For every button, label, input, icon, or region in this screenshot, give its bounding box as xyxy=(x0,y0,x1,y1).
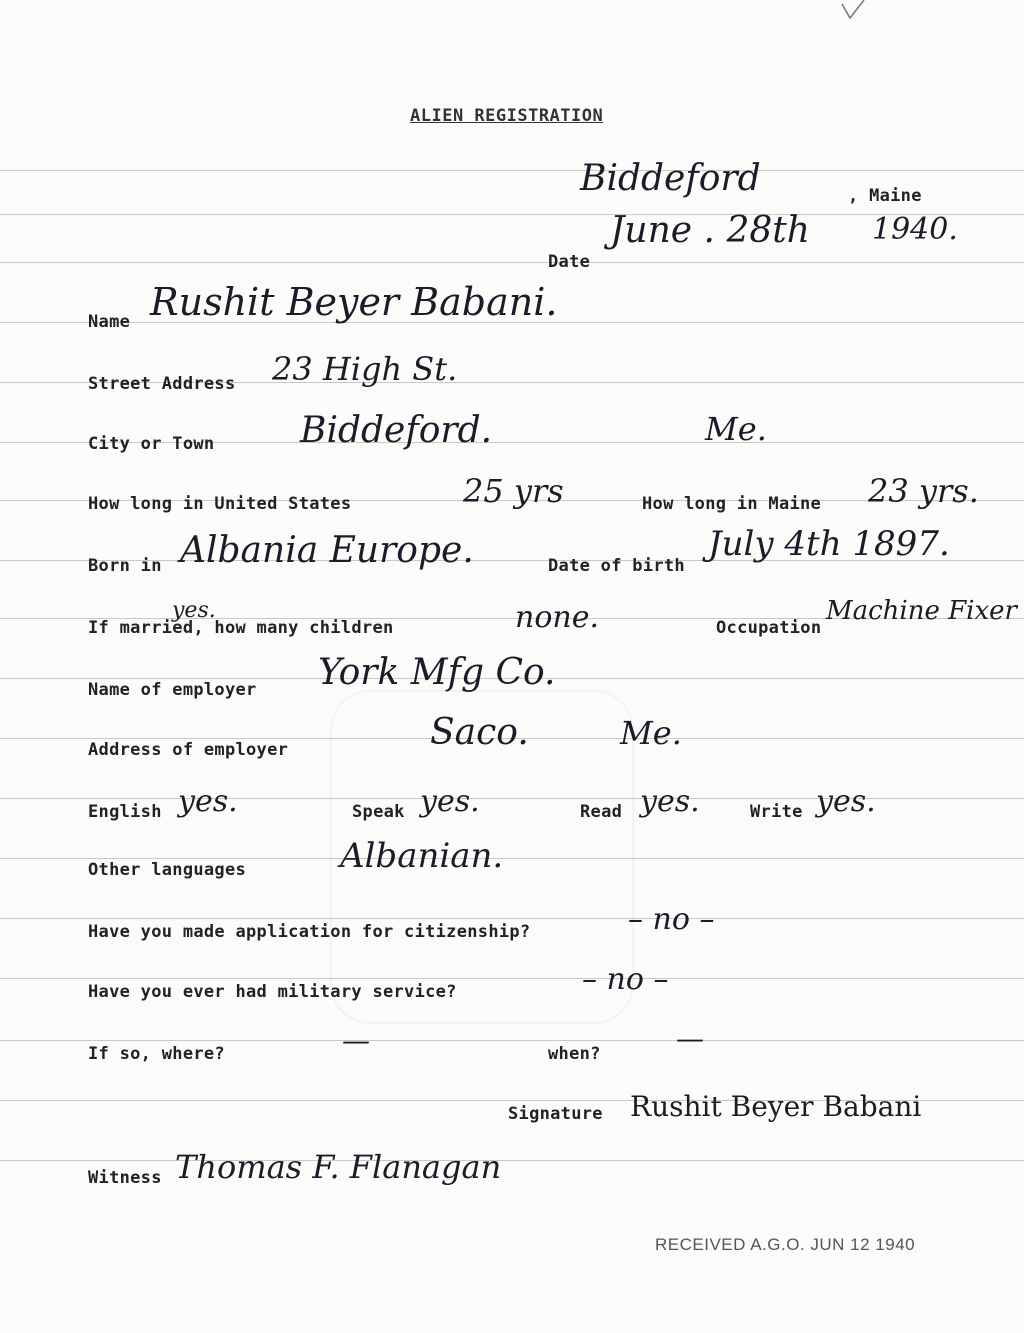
city-entry-top: Biddeford xyxy=(580,158,761,199)
signature-entry: Rushit Beyer Babani xyxy=(630,1090,922,1123)
state-label: , Maine xyxy=(848,186,922,206)
us-duration-entry: 25 yrs xyxy=(463,472,564,510)
check-mark-icon xyxy=(838,0,868,22)
city-entry: Biddeford. xyxy=(300,410,493,451)
other-languages-entry: Albanian. xyxy=(340,836,504,876)
employer-entry: York Mfg Co. xyxy=(318,652,556,693)
when-entry: — xyxy=(676,1022,704,1055)
speak-entry: yes. xyxy=(420,784,480,819)
maine-duration-entry: 23 yrs. xyxy=(868,472,979,510)
street-entry: 23 High St. xyxy=(272,350,458,388)
occupation-label: Occupation xyxy=(716,618,822,638)
write-entry: yes. xyxy=(816,784,876,819)
employer-city-entry: Saco. xyxy=(430,712,529,753)
birthplace-label: Born in xyxy=(88,556,162,576)
where-entry: — xyxy=(342,1024,370,1057)
english-label: English xyxy=(88,802,162,822)
citizenship-label: Have you made application for citizenship? xyxy=(88,922,531,942)
date-entry: June . 28th xyxy=(610,210,810,251)
employer-address-label: Address of employer xyxy=(88,740,289,760)
city-state-entry: Me. xyxy=(705,410,767,448)
employer-state-entry: Me. xyxy=(620,714,682,752)
english-entry: yes. xyxy=(178,784,238,819)
other-languages-label: Other languages xyxy=(88,860,247,880)
city-label: City or Town xyxy=(88,434,215,454)
write-label: Write xyxy=(750,802,803,822)
dob-label: Date of birth xyxy=(548,556,685,576)
birthplace-entry: Albania Europe. xyxy=(180,530,474,571)
occupation-entry: Machine Fixer xyxy=(826,596,1017,626)
received-stamp: RECEIVED A.G.O. JUN 12 1940 xyxy=(655,1235,916,1254)
signature-label: Signature xyxy=(508,1104,603,1124)
married-entry: yes. xyxy=(172,598,216,623)
if-so-label: If so, where? xyxy=(88,1044,225,1064)
year-entry: 1940. xyxy=(872,212,958,247)
employer-label: Name of employer xyxy=(88,680,257,700)
military-label: Have you ever had military service? xyxy=(88,982,457,1002)
read-label: Read xyxy=(580,802,623,822)
witness-label: Witness xyxy=(88,1168,162,1188)
citizenship-entry: – no – xyxy=(628,902,715,937)
witness-entry: Thomas F. Flanagan xyxy=(175,1148,502,1186)
street-label: Street Address xyxy=(88,374,236,394)
name-label: Name xyxy=(88,312,131,332)
speak-label: Speak xyxy=(352,802,405,822)
date-label: Date xyxy=(548,252,591,272)
military-entry: – no – xyxy=(582,962,669,997)
name-entry: Rushit Beyer Babani. xyxy=(150,280,558,324)
when-label: when? xyxy=(548,1044,601,1064)
form-title: ALIEN REGISTRATION xyxy=(410,106,604,126)
married-label: If married, how many children xyxy=(88,618,394,638)
us-duration-label: How long in United States xyxy=(88,494,352,514)
children-entry: none. xyxy=(515,600,599,635)
dob-entry: July 4th 1897. xyxy=(708,524,950,564)
maine-duration-label: How long in Maine xyxy=(642,494,822,514)
read-entry: yes. xyxy=(640,784,700,819)
